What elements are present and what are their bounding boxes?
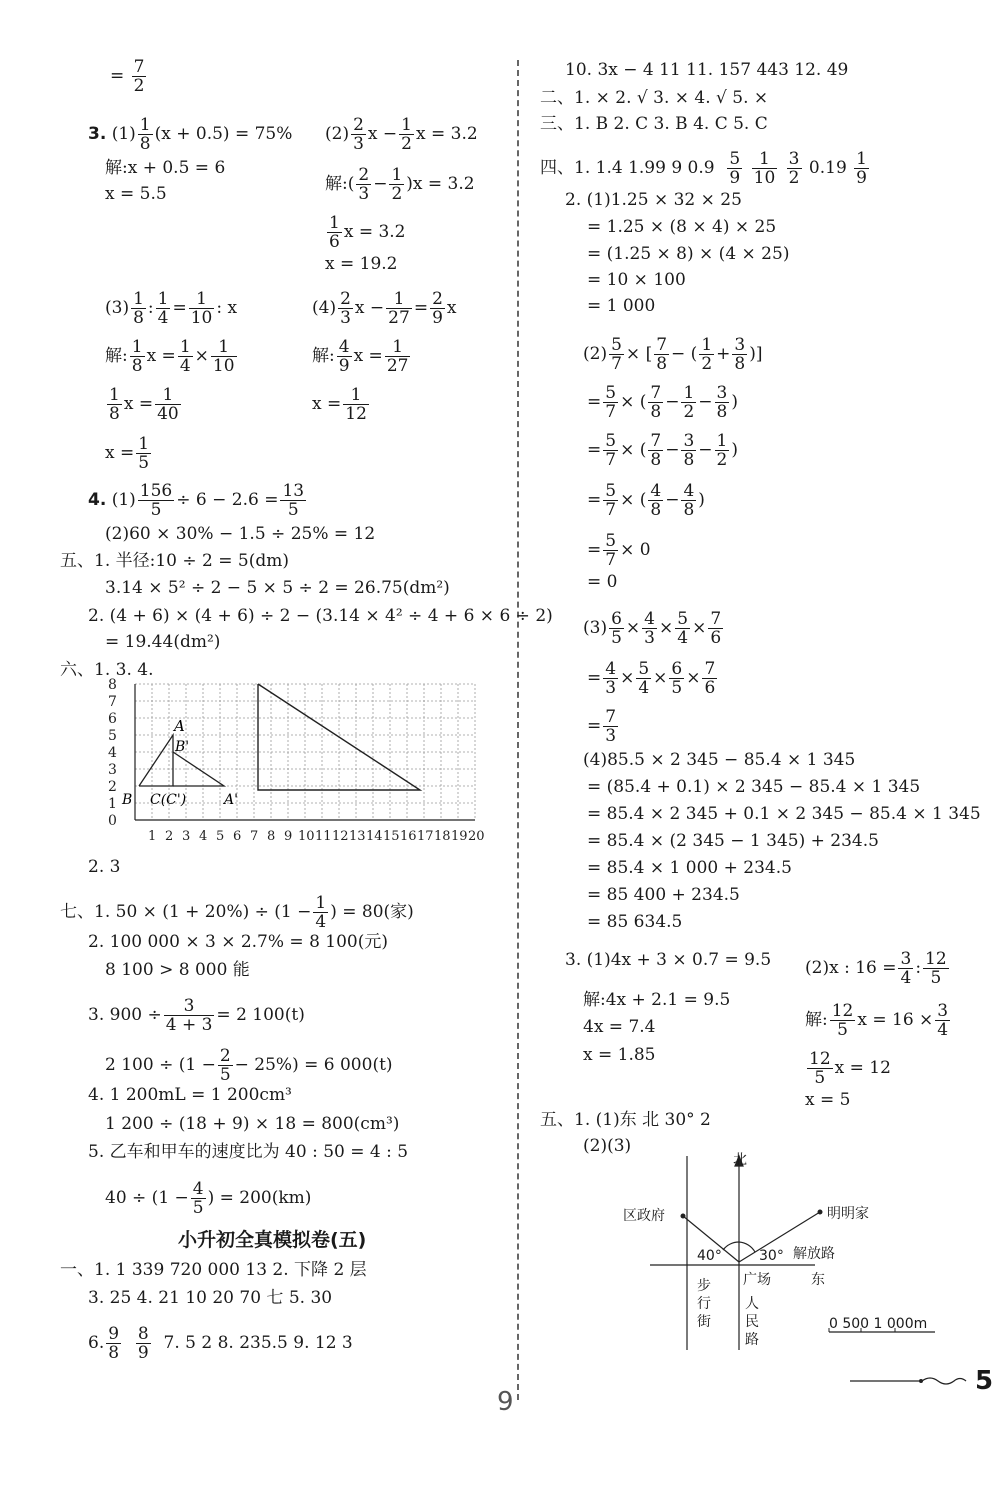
label-b1: B' [175, 739, 190, 755]
y-tick-label: 2 [108, 779, 117, 795]
y-tick-label: 4 [108, 745, 117, 761]
x-tick-label: 10 [298, 829, 315, 844]
s7-2b: 8 100 > 8 000 能 [105, 960, 250, 980]
s5-1: 五、1. 半径:10 ÷ 2 = 5(dm) [60, 551, 289, 571]
map-home: 明明家 [827, 1206, 869, 1222]
r25: = 85 634.5 [587, 912, 683, 932]
x-tick-label: 7 [250, 829, 259, 844]
r8: = 10 × 100 [587, 270, 686, 290]
coordinate-grid [100, 676, 490, 844]
decorative-ornament [850, 1372, 970, 1384]
r4: 四、1. 1.4 1.99 9 0.9 $\frac{5}{9}$ $\frac{1}{10}$ $\frac{3}{2}$ 0.19 $\frac{1}{9}$ [540, 149, 867, 188]
r26: 3. (1)4x + 3 × 0.7 = 9.5 [565, 950, 772, 970]
r18: = $\frac{7}{3}$ [587, 707, 617, 746]
r2: 二、1. × 2. √ 3. × 4. √ 5. × [540, 88, 769, 108]
label-a1: A' [224, 792, 238, 808]
y-tick-label: 3 [108, 762, 117, 778]
q3-3: (3) $\frac{1}{8}$ : $\frac{1}{4}$ = $\frac{1}{10}$ : x [105, 289, 238, 328]
s5-2b: = 19.44(dm²) [105, 632, 221, 652]
map-gov: 区政府 [623, 1208, 665, 1224]
x-tick-label: 20 [468, 829, 485, 844]
map-east: 东 [811, 1272, 825, 1288]
x-tick-label: 14 [366, 829, 383, 844]
x-tick-label: 2 [165, 829, 174, 844]
r22: = 85.4 × (2 345 − 1 345) + 234.5 [587, 831, 879, 851]
q3-2-sol1: 解:( $\frac{2}{3}$ − $\frac{1}{2}$ )x = 3.2 [325, 165, 475, 204]
r1: 10. 3x − 4 11 11. 157 443 12. 49 [565, 60, 849, 80]
s6-2: 2. 3 [88, 857, 121, 877]
map-square: 广场 [743, 1272, 771, 1288]
r31: 五、1. (1)东 北 30° 2 [540, 1110, 711, 1130]
s7-1: 七、1. 50 × (1 + 20%) ÷ (1 − $\frac{1}{4}$ ) = 80(家) [60, 893, 414, 932]
r28b: $\frac{12}{5}$ x = 12 [809, 1049, 891, 1088]
r21: = 85.4 × 2 345 + 0.1 × 2 345 − 85.4 × 1 345 [587, 804, 981, 824]
r11: = $\frac{5}{7}$ × ( $\frac{7}{8}$ − $\frac{1}{2}$ − $\frac{3}{8}$ ) [587, 383, 738, 422]
r10: (2) $\frac{5}{7}$ × [ $\frac{7}{8}$ − ( $\frac{1}{2}$ + $\frac{3}{8}$ )] [583, 335, 763, 374]
q3-1: 3. (1) $\frac{1}{8}$ (x + 0.5) = 75% [88, 115, 293, 154]
q3-1-sol2: x = 5.5 [105, 184, 167, 204]
p3: 6. $\frac{9}{8}$ $\frac{8}{9}$ 7. 5 2 8. 235.5 9. 12 3 [88, 1324, 353, 1363]
triangle-abc [139, 735, 173, 786]
x-tick-label: 17 [417, 829, 434, 844]
y-tick-label: 8 [108, 677, 117, 693]
x-tick-label: 19 [451, 829, 468, 844]
x-tick-label: 13 [349, 829, 366, 844]
r23: = 85.4 × 1 000 + 234.5 [587, 858, 792, 878]
r20: = (85.4 + 0.1) × 2 345 − 85.4 × 1 345 [587, 777, 921, 797]
x-tick-label: 5 [216, 829, 225, 844]
p2: 3. 25 4. 21 10 20 70 七 5. 30 [88, 1288, 333, 1308]
s7-4: 4. 1 200mL = 1 200cm³ [88, 1085, 292, 1105]
x-tick-label: 15 [383, 829, 400, 844]
r7: = (1.25 × 8) × (4 × 25) [587, 244, 790, 264]
s7-3: 3. 900 ÷ $\frac{3}{4 + 3}$ = 2 100(t) [88, 996, 305, 1035]
r24: = 85 400 + 234.5 [587, 885, 740, 905]
triangle-large [258, 684, 420, 790]
y-tick-label: 7 [108, 694, 117, 710]
r6: = 1.25 × (8 × 4) × 25 [587, 217, 777, 237]
page-number: 5 [975, 1366, 994, 1396]
s5-1b: 3.14 × 5² ÷ 2 − 5 × 5 ÷ 2 = 26.75(dm²) [105, 578, 450, 598]
r14: = $\frac{5}{7}$ × 0 [587, 531, 651, 570]
x-tick-label: 18 [434, 829, 451, 844]
x-tick-label: 6 [233, 829, 242, 844]
y-tick-label: 5 [108, 728, 117, 744]
r9: = 1 000 [587, 296, 656, 316]
y-tick-label: 0 [108, 813, 117, 829]
s6-heading: 六、1. 3. 4. [60, 660, 154, 680]
x-tick-label: 12 [332, 829, 349, 844]
column-divider [517, 60, 519, 1400]
r3: 三、1. B 2. C 3. B 4. C 5. C [540, 114, 768, 134]
s7-5b: 40 ÷ (1 − $\frac{4}{5}$ ) = 200(km) [105, 1179, 312, 1218]
q3-4-s1: 解: $\frac{4}{9}$ x = $\frac{1}{27}$ [312, 337, 409, 376]
x-tick-label: 9 [284, 829, 293, 844]
q3-4-s2: x = $\frac{1}{12}$ [312, 385, 367, 424]
r17: = $\frac{4}{3}$ × $\frac{5}{4}$ × $\frac{6}{5}$ × $\frac{7}{6}$ [587, 659, 716, 698]
x-tick-label: 8 [267, 829, 276, 844]
handwritten-mark: 9 [497, 1387, 514, 1417]
r13: = $\frac{5}{7}$ × ( $\frac{4}{8}$ − $\frac{4}{8}$ ) [587, 481, 705, 520]
q3-4: (4) $\frac{2}{3}$ x − $\frac{1}{27}$ = $\frac{2}{9}$ x [312, 289, 457, 328]
direction-map [615, 1150, 955, 1360]
map-angle-40: 40° [697, 1248, 722, 1264]
r32: (2)(3) [583, 1136, 632, 1156]
label-b: B [122, 792, 133, 808]
x-tick-label: 16 [400, 829, 417, 844]
label-a: A [174, 717, 185, 735]
map-angle-30: 30° [759, 1248, 784, 1264]
r5: 2. (1)1.25 × 32 × 25 [565, 190, 742, 210]
x-tick-label: 1 [148, 829, 157, 844]
y-tick-label: 1 [108, 796, 117, 812]
p1: 一、1. 1 339 720 000 13 2. 下降 2 层 [60, 1260, 367, 1280]
s5-2: 2. (4 + 6) × (4 + 6) ÷ 2 − (3.14 × 4² ÷ 4 + 6 × 6 ÷ 2) [88, 606, 553, 626]
s7-4b: 1 200 ÷ (18 + 9) × 18 = 800(cm³) [105, 1114, 400, 1134]
q4-2: (2)60 × 30% − 1.5 ÷ 25% = 12 [105, 524, 376, 544]
line-result: = $\frac{7}{2}$ [110, 57, 145, 96]
r16: (3) $\frac{6}{5}$ × $\frac{4}{3}$ × $\frac{5}{4}$ × $\frac{7}{6}$ [583, 609, 722, 648]
q3-3-s2: $\frac{1}{8}$ x = $\frac{1}{40}$ [109, 385, 179, 424]
label-c: C(C') [150, 792, 187, 808]
s7-2: 2. 100 000 × 3 × 2.7% = 8 100(元) [88, 932, 389, 952]
q4-1: 4. (1) $\frac{156}{5}$ ÷ 6 − 2.6 = $\frac{13}{5}$ [88, 481, 305, 520]
r28: 4x = 7.4 [583, 1017, 656, 1037]
q3-2-sol2: $\frac{1}{6}$ x = 3.2 [329, 213, 406, 252]
x-tick-label: 4 [199, 829, 208, 844]
r27: 解:4x + 2.1 = 9.5 [583, 990, 731, 1010]
q3-3-s3: x = $\frac{1}{5}$ [105, 434, 150, 473]
q3-2-sol3: x = 19.2 [325, 254, 398, 274]
map-north: 北 [733, 1152, 747, 1168]
x-tick-label: 11 [315, 829, 332, 844]
map-scale: 0 500 1 000m [829, 1316, 928, 1332]
r29: x = 1.85 [583, 1045, 656, 1065]
q3-2: (2) $\frac{2}{3}$ x − $\frac{1}{2}$ x = 3.2 [325, 115, 478, 154]
q3-1-sol1: 解:x + 0.5 = 6 [105, 158, 226, 178]
x-tick-label: 3 [182, 829, 191, 844]
q3-3-s1: 解: $\frac{1}{8}$ x = $\frac{1}{4}$ × $\frac{1}{10}$ [105, 337, 235, 376]
r27b: 解: $\frac{12}{5}$ x = 16 × $\frac{3}{4}$ [805, 1001, 949, 1040]
r26b: (2)x : 16 = $\frac{3}{4}$ : $\frac{12}{5}$ [805, 949, 947, 988]
exam-title: 小升初全真模拟卷(五) [178, 1229, 367, 1251]
r30: x = 5 [805, 1090, 851, 1110]
map-walk: 步行街 [697, 1278, 711, 1330]
y-tick-label: 6 [108, 711, 117, 727]
r15: = 0 [587, 572, 618, 592]
s7-3c: 2 100 ÷ (1 − $\frac{2}{5}$ − 25%) = 6 000(t) [105, 1046, 393, 1085]
map-people: 人民路 [745, 1296, 759, 1348]
map-road: 解放路 [793, 1246, 835, 1262]
r19: (4)85.5 × 2 345 − 85.4 × 1 345 [583, 750, 856, 770]
s7-5: 5. 乙车和甲车的速度比为 40 : 50 = 4 : 5 [88, 1142, 409, 1162]
r12: = $\frac{5}{7}$ × ( $\frac{7}{8}$ − $\frac{3}{8}$ − $\frac{1}{2}$ ) [587, 431, 738, 470]
